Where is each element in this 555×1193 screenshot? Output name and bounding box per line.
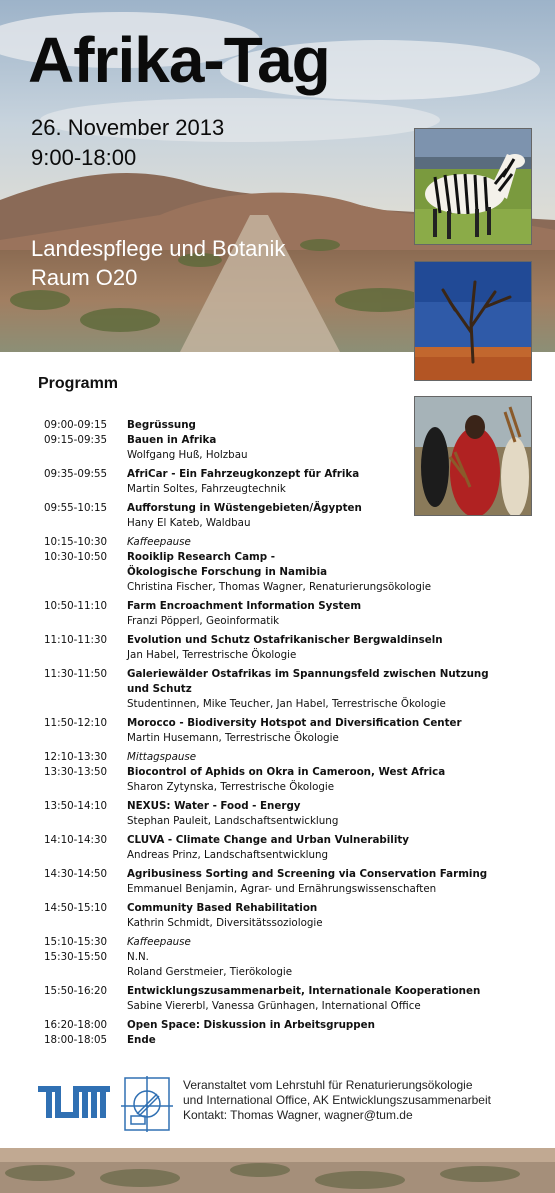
event-date: 26. November 2013: [31, 115, 225, 140]
footer-line-1: Veranstaltet vom Lehrstuhl für Renaturierungsökologie: [183, 1078, 473, 1092]
item-speaker: Sabine Viererbl, Vanessa Grünhagen, International Office: [127, 1000, 421, 1012]
event-department: Landespflege und Botanik: [31, 236, 286, 261]
footer: [38, 1076, 538, 1132]
schedule-item: [44, 867, 504, 897]
schedule-item: [44, 418, 504, 433]
item-title: Aufforstung in Wüstengebieten/Ägypten: [127, 502, 362, 514]
schedule-item: [44, 765, 504, 795]
footer-text: [183, 1078, 491, 1123]
item-time: 15:30-15:50: [44, 951, 108, 963]
event-room: Raum O20: [31, 265, 138, 290]
footer-line-2: und International Office, AK Entwicklungszusammenarbeit: [183, 1093, 491, 1107]
item-title-line2: Ökologische Forschung in Namibia: [127, 566, 328, 578]
item-title: AfriCar - Ein Fahrzeugkonzept für Afrika: [127, 468, 360, 480]
footer-contact[interactable]: Kontakt: Thomas Wagner, wagner@tum.de: [183, 1108, 413, 1122]
schedule-item: [44, 901, 504, 931]
item-time: 15:10-15:30: [44, 936, 108, 948]
item-time: 12:10-13:30: [44, 751, 108, 763]
event-time: 9:00-18:00: [31, 145, 137, 170]
item-title: Agribusiness Sorting and Screening via Conservation Farming: [127, 868, 488, 880]
schedule-list: [44, 418, 504, 1048]
item-title: CLUVA - Climate Change and Urban Vulnerability: [127, 834, 409, 846]
item-time: 10:50-11:10: [44, 600, 108, 612]
item-time: 14:30-14:50: [44, 868, 108, 880]
item-title: Galeriewälder Ostafrikas im Spannungsfeld zwischen Nutzung: [127, 668, 489, 680]
schedule-item: [44, 950, 504, 980]
item-speaker: Andreas Prinz, Landschaftsentwicklung: [127, 849, 329, 861]
schedule-item: [44, 667, 504, 712]
item-speaker: Martin Husemann, Terrestrische Ökologie: [127, 732, 339, 744]
item-time: 18:00-18:05: [44, 1034, 108, 1046]
item-time: 16:20-18:00: [44, 1019, 108, 1031]
schedule-item: [44, 535, 504, 550]
zebra-photo: [414, 128, 532, 245]
schedule-item: [44, 467, 504, 497]
item-speaker: Martin Soltes, Fahrzeugtechnik: [127, 483, 286, 495]
schedule-item: [44, 750, 504, 765]
schedule-item: [44, 550, 504, 595]
item-time: 13:50-14:10: [44, 800, 108, 812]
schedule-item: [44, 833, 504, 863]
item-title: Begrüssung: [127, 419, 196, 431]
item-title: Rooiklip Research Camp -: [127, 551, 276, 563]
schedule-item: [44, 1018, 504, 1033]
item-title: Open Space: Diskussion in Arbeitsgruppen: [127, 1019, 375, 1031]
item-title-line2: und Schutz: [127, 683, 192, 695]
item-title: NEXUS: Water - Food - Energy: [127, 800, 301, 812]
item-speaker: Emmanuel Benjamin, Agrar- und Ernährungswissenschaften: [127, 883, 437, 895]
item-title: Kaffeepause: [127, 936, 191, 948]
item-time: 10:15-10:30: [44, 536, 108, 548]
tum-logo: [38, 1086, 110, 1118]
schedule-item: [44, 716, 504, 746]
item-time: 14:50-15:10: [44, 902, 108, 914]
item-time: 09:55-10:15: [44, 502, 108, 514]
schedule-item: [44, 599, 504, 629]
item-time: 15:50-16:20: [44, 985, 108, 997]
item-speaker: Franzi Pöpperl, Geoinformatik: [127, 615, 280, 627]
schedule-item: [44, 501, 504, 531]
schedule-item: [44, 633, 504, 663]
schedule-item: [44, 984, 504, 1014]
program-heading: Programm: [38, 375, 119, 392]
item-time: 11:10-11:30: [44, 634, 108, 646]
item-title: Farm Encroachment Information System: [127, 600, 362, 612]
item-title: N.N.: [127, 951, 149, 963]
item-speaker: Sharon Zytynska, Terrestrische Ökologie: [127, 781, 335, 793]
schedule-item: [44, 799, 504, 829]
item-speaker: Christina Fischer, Thomas Wagner, Renaturierungsökologie: [127, 581, 432, 593]
dead-tree-desert-photo: [414, 261, 532, 381]
item-title: Kaffeepause: [127, 536, 191, 548]
item-speaker: Studentinnen, Mike Teucher, Jan Habel, Terrestrische Ökologie: [127, 698, 446, 710]
item-time: 14:10-14:30: [44, 834, 108, 846]
item-time: 10:30-10:50: [44, 551, 108, 563]
item-speaker: Kathrin Schmidt, Diversitätssoziologie: [127, 917, 323, 929]
schedule-item: [44, 433, 504, 463]
event-title: Afrika-Tag: [28, 24, 330, 96]
item-title: Bauen in Afrika: [127, 434, 217, 446]
savanna-strip-photo: [0, 1148, 555, 1193]
item-time: 09:00-09:15: [44, 419, 108, 431]
item-title: Evolution und Schutz Ostafrikanischer Bergwaldinseln: [127, 634, 443, 646]
item-title: Biocontrol of Aphids on Okra in Cameroon, West Africa: [127, 766, 446, 778]
item-speaker: Roland Gerstmeier, Tierökologie: [127, 966, 293, 978]
schedule-item: [44, 935, 504, 950]
chair-seal-icon: [119, 1076, 175, 1132]
schedule-item: [44, 1033, 504, 1048]
item-time: 11:50-12:10: [44, 717, 108, 729]
item-time: 11:30-11:50: [44, 668, 108, 680]
item-title: Mittagspause: [127, 751, 197, 763]
item-time: 13:30-13:50: [44, 766, 108, 778]
item-speaker: Wolfgang Huß, Holzbau: [127, 449, 248, 461]
item-title: Community Based Rehabilitation: [127, 902, 318, 914]
item-speaker: Hany El Kateb, Waldbau: [127, 517, 251, 529]
item-title: Entwicklungszusammenarbeit, Internationale Kooperationen: [127, 985, 481, 997]
item-speaker: Stephan Pauleit, Landschaftsentwicklung: [127, 815, 339, 827]
item-title: Morocco - Biodiversity Hotspot and Diversification Center: [127, 717, 462, 729]
item-time: 09:35-09:55: [44, 468, 108, 480]
item-speaker: Jan Habel, Terrestrische Ökologie: [127, 649, 297, 661]
item-title: Ende: [127, 1034, 156, 1046]
item-time: 09:15-09:35: [44, 434, 108, 446]
